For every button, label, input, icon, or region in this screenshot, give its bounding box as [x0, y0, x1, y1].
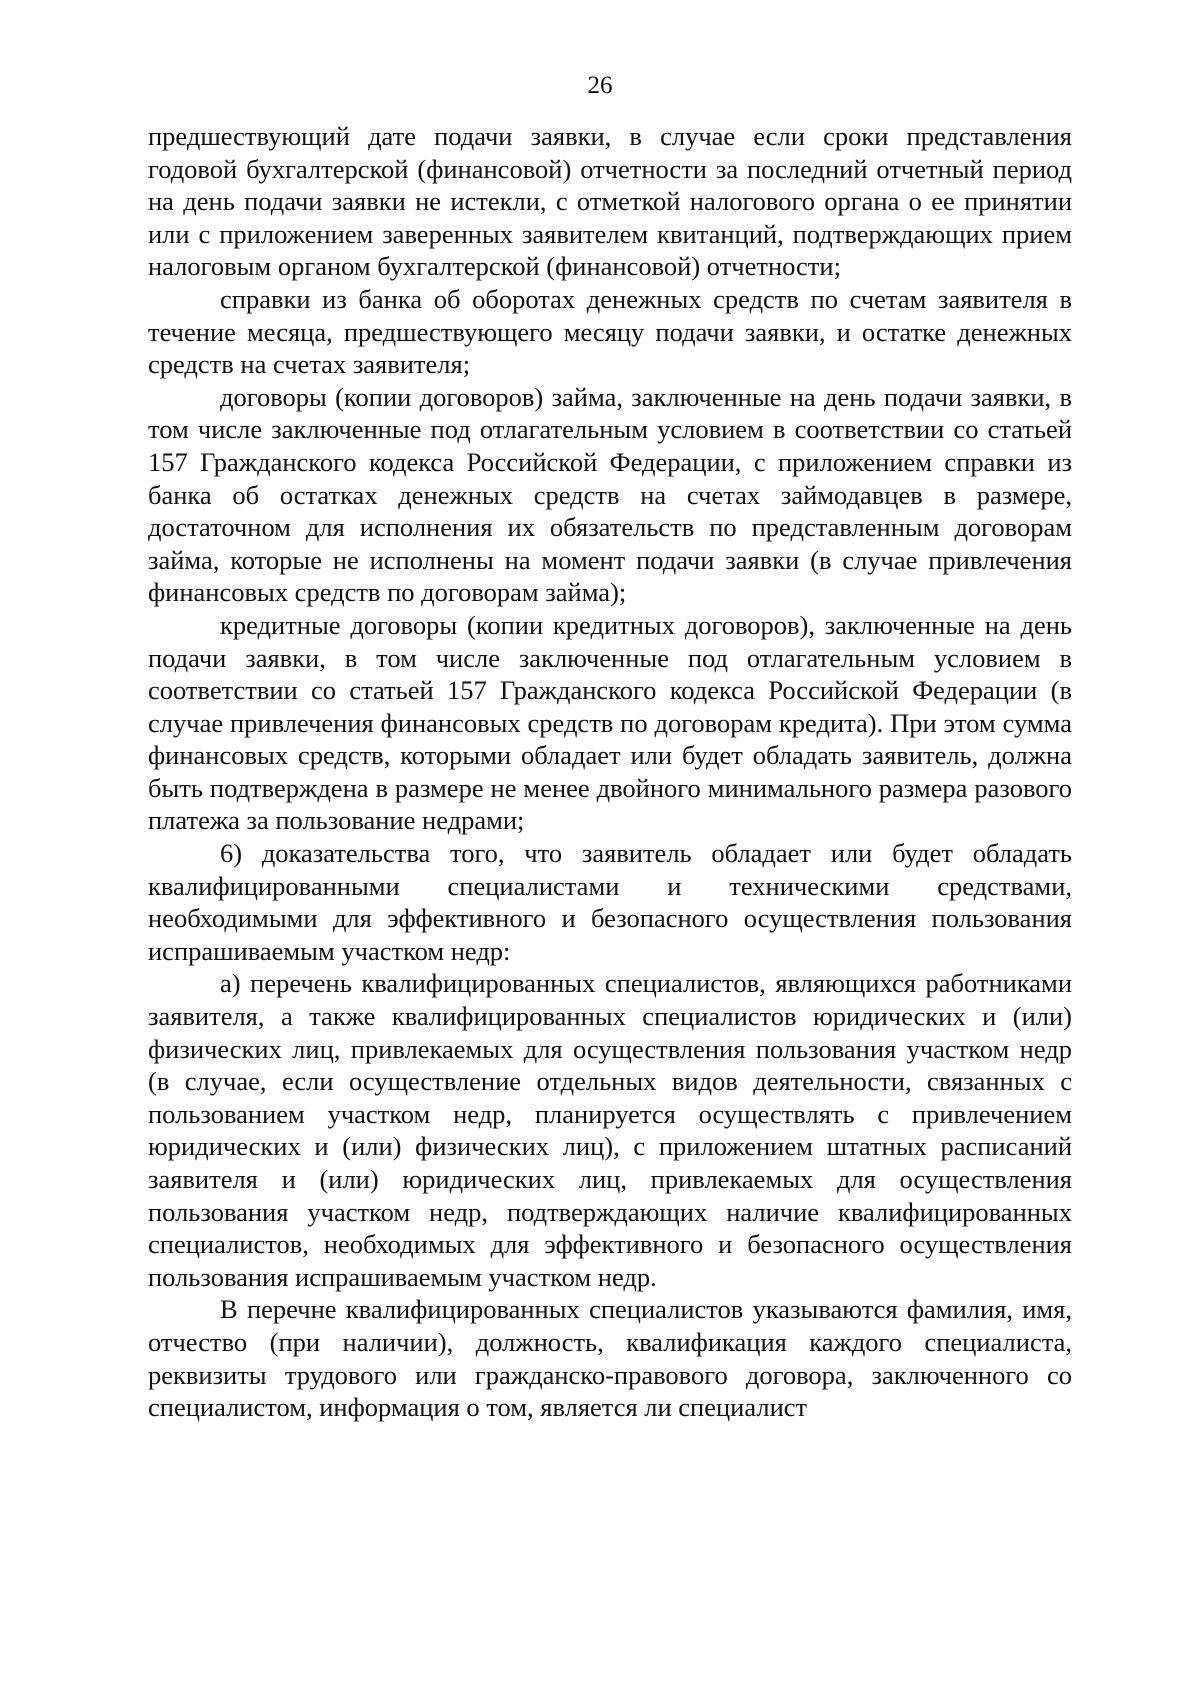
document-body — [148, 120, 1072, 1424]
paragraph-specialist-list: В перечне квалифицированных специалистов указываются фамилия, имя, отчество (при наличии), должность, квалификация каждого специалиста, реквизиты трудового или гражданско-правового договора, заключенного со специалистом, информация о том, является ли специалист — [148, 1294, 1072, 1423]
paragraph-item-6: 6) доказательства того, что заявитель обладает или будет обладать квалифицированными специалистами и техническими средствами, необходимыми для эффективного и безопасного осуществления пользования испрашиваемым участком недр: — [148, 838, 1072, 966]
paragraph-credit-agreements: кредитные договоры (копии кредитных договоров), заключенные на день подачи заявки, в том числе заключенные под отлагательным условием в соответствии со статьей 157 Гражданского кодекса Российской Федерации (в случае привлечения финансовых средств по договорам кредита). При этом сумма финансовых средств, которыми обладает или будет обладать заявитель, должна быть подтверждена в размере не менее двойного минимального размера разового платежа за пользование недрами; — [148, 609, 1072, 836]
page-number: 26 — [587, 72, 613, 99]
paragraph-loan-agreements: договоры (копии договоров) займа, заключенные на день подачи заявки, в том числе заключенные под отлагательным условием в соответствии со статьей 157 Гражданского кодекса Российской Федерации, с приложением справки из банка об остатках денежных средств на счетах займодавцев в размере, достаточном для исполнения их обязательств по представленным договорам займа, которые не исполнены на момент подачи заявки (в случае привлечения финансовых средств по договорам займа); — [148, 381, 1072, 608]
paragraph-continuation: предшествующий дате подачи заявки, в случае если сроки представления годовой бухгалтерской (финансовой) отчетности за последний отчетный период на день подачи заявки не истекли, с отметкой налогового органа о ее принятии или с приложением заверенных заявителем квитанций, подтверждающих прием налоговым органом бухгалтерской (финансовой) отчетности; — [148, 121, 1072, 282]
paragraph-bank-statements: справки из банка об оборотах денежных средств по счетам заявителя в течение месяца, предшествующего месяцу подачи заявки, и остатке денежных средств на счетах заявителя; — [148, 283, 1072, 380]
paragraph-item-a: а) перечень квалифицированных специалистов, являющихся работниками заявителя, а также квалифицированных специалистов юридических и (или) физических лиц, привлекаемых для осуществления пользования участком недр (в случае, если осуществление отдельных видов деятельности, связанных с пользованием участком недр, планируется осуществлять с привлечением юридических и (или) физических лиц), с приложением штатных расписаний заявителя и (или) юридических лиц, привлекаемых для осуществления пользования участком недр, подтверждающих наличие квалифицированных специалистов, необходимых для эффективного и безопасного осуществления пользования испрашиваемым участком недр. — [148, 968, 1072, 1292]
